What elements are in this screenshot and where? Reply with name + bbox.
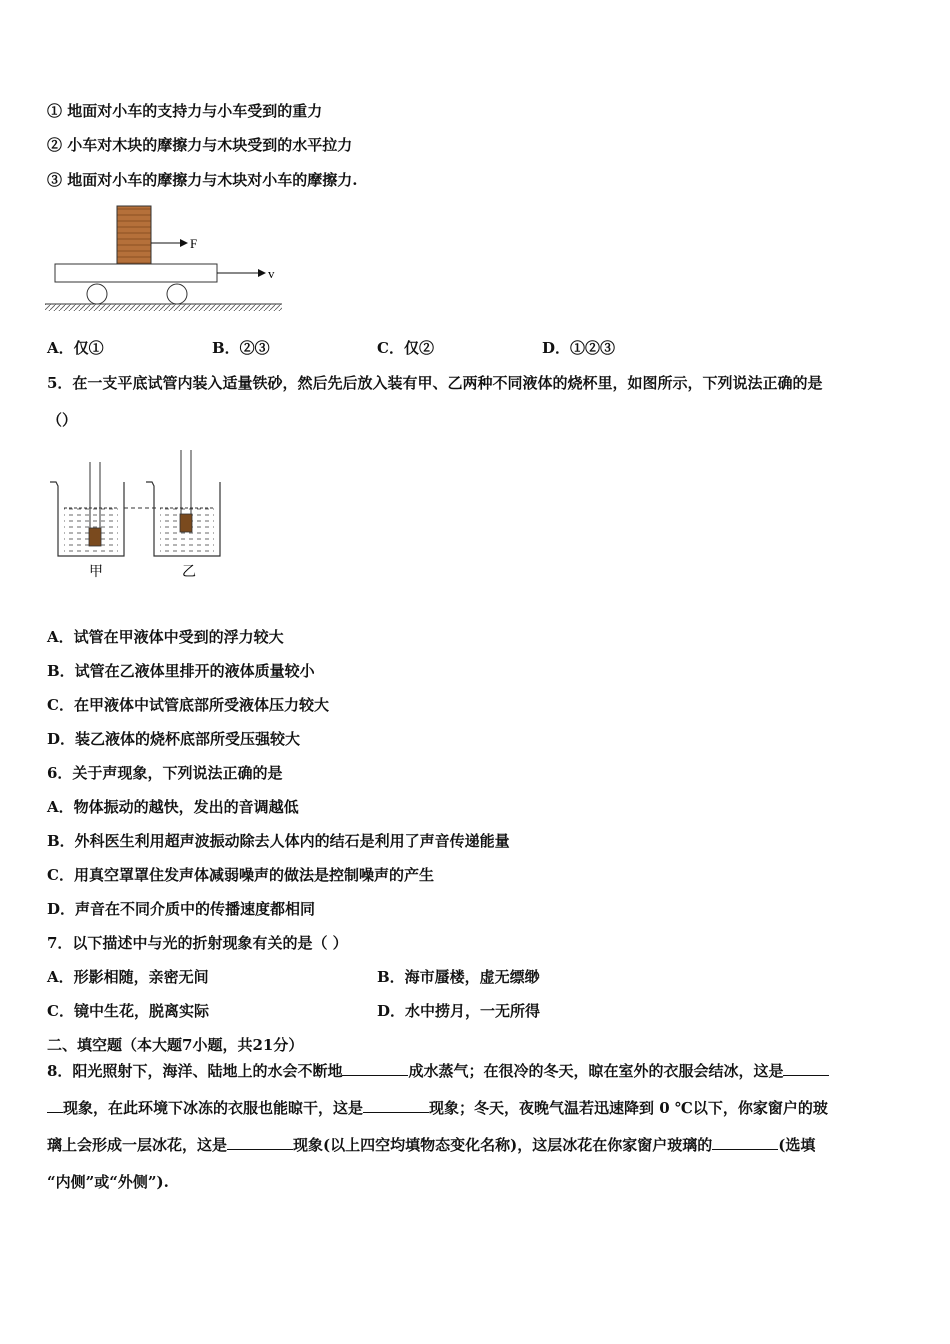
ground-hatch — [45, 304, 282, 311]
q8-line-1 — [47, 1061, 829, 1081]
q8-blank-1 — [342, 1061, 408, 1076]
wood-block — [117, 206, 151, 264]
q8-blank-2b — [47, 1098, 63, 1113]
force-label: F — [190, 236, 198, 251]
velocity-label: v — [268, 266, 275, 281]
q7-option-a: A．形影相随，亲密无间 — [47, 968, 209, 986]
cart-block-figure — [40, 200, 300, 320]
statement-3: ③ 地面对小车的摩擦力与木块对小车的摩擦力. — [47, 171, 358, 189]
wheel-left — [87, 284, 107, 304]
q8-text-3a: 璃上会形成一层冰花，这是 — [47, 1136, 228, 1154]
q6-option-a: A．物体振动的越快，发出的音调越低 — [47, 798, 299, 816]
q6-stem: 6．关于声现象，下列说法正确的是 — [47, 764, 283, 782]
q4-option-b: B．②③ — [212, 339, 270, 357]
q7-option-b: B．海市蜃楼，虚无缥缈 — [377, 968, 540, 986]
q8-line-3 — [47, 1135, 815, 1155]
wheel-right — [167, 284, 187, 304]
q7-option-c: C．镜中生花，脱离实际 — [47, 1002, 209, 1020]
statement-2: ② 小车对木块的摩擦力与木块受到的水平拉力 — [47, 136, 353, 154]
q8-blank-5 — [712, 1135, 778, 1150]
section-heading: 二、填空题（本大题7小题，共21分） — [47, 1036, 304, 1054]
q5-stem: 5．在一支平底试管内装入适量铁砂，然后先后放入装有甲、乙两种不同液体的烧杯里，如图所示，下列说法正确的是 — [47, 374, 823, 392]
q5-stem-paren: （） — [47, 411, 78, 429]
q6-option-d: D．声音在不同介质中的传播速度都相同 — [47, 900, 316, 918]
beaker-yi — [146, 450, 220, 556]
iron-sand-jia — [89, 528, 101, 546]
q4-option-c: C．仅② — [377, 339, 434, 357]
beaker-jia — [50, 462, 124, 556]
q7-option-d: D．水中捞月，一无所得 — [377, 1002, 541, 1020]
iron-sand-yi — [180, 514, 192, 532]
q8-line-4: “内侧”或“外侧”). — [47, 1173, 169, 1191]
q6-option-b: B．外科医生利用超声波振动除去人体内的结石是利用了声音传递能量 — [47, 832, 510, 850]
q8-text-1a: 8．阳光照射下，海洋、陆地上的水会不断地 — [47, 1062, 343, 1080]
q5-option-d: D．装乙液体的烧杯底部所受压强较大 — [47, 730, 301, 748]
statement-1: ① 地面对小车的支持力与小车受到的重力 — [47, 102, 323, 120]
q8-blank-2a — [783, 1061, 829, 1076]
q7-stem: 7．以下描述中与光的折射现象有关的是（ ） — [47, 934, 348, 952]
cart-body — [55, 264, 217, 282]
q8-blank-4 — [227, 1135, 293, 1150]
q4-option-a: A．仅① — [47, 339, 104, 357]
q8-text-2a: 现象，在此环境下冰冻的衣服也能晾干，这是 — [63, 1099, 364, 1117]
q5-option-c: C．在甲液体中试管底部所受液体压力较大 — [47, 696, 329, 714]
label-jia: 甲 — [89, 564, 103, 580]
q8-text-2b: 现象；冬天，夜晚气温若迅速降到 0 ℃以下，你家窗户的玻 — [429, 1099, 828, 1117]
q8-text-1b: 成水蒸气；在很冷的冬天，晾在室外的衣服会结冰，这是 — [408, 1062, 784, 1080]
q5-option-a: A．试管在甲液体中受到的浮力较大 — [47, 628, 284, 646]
q5-option-b: B．试管在乙液体里排开的液体质量较小 — [47, 662, 315, 680]
q8-text-3c: (选填 — [778, 1136, 816, 1154]
q8-line-2 — [47, 1098, 828, 1118]
beakers-figure — [44, 446, 234, 586]
label-yi: 乙 — [182, 564, 196, 580]
q8-text-3b: 现象(以上四空均填物态变化名称)，这层冰花在你家窗户玻璃的 — [293, 1136, 713, 1154]
q4-option-d: D．①②③ — [542, 339, 616, 357]
q6-option-c: C．用真空罩罩住发声体减弱噪声的做法是控制噪声的产生 — [47, 866, 434, 884]
q8-blank-3 — [363, 1098, 429, 1113]
